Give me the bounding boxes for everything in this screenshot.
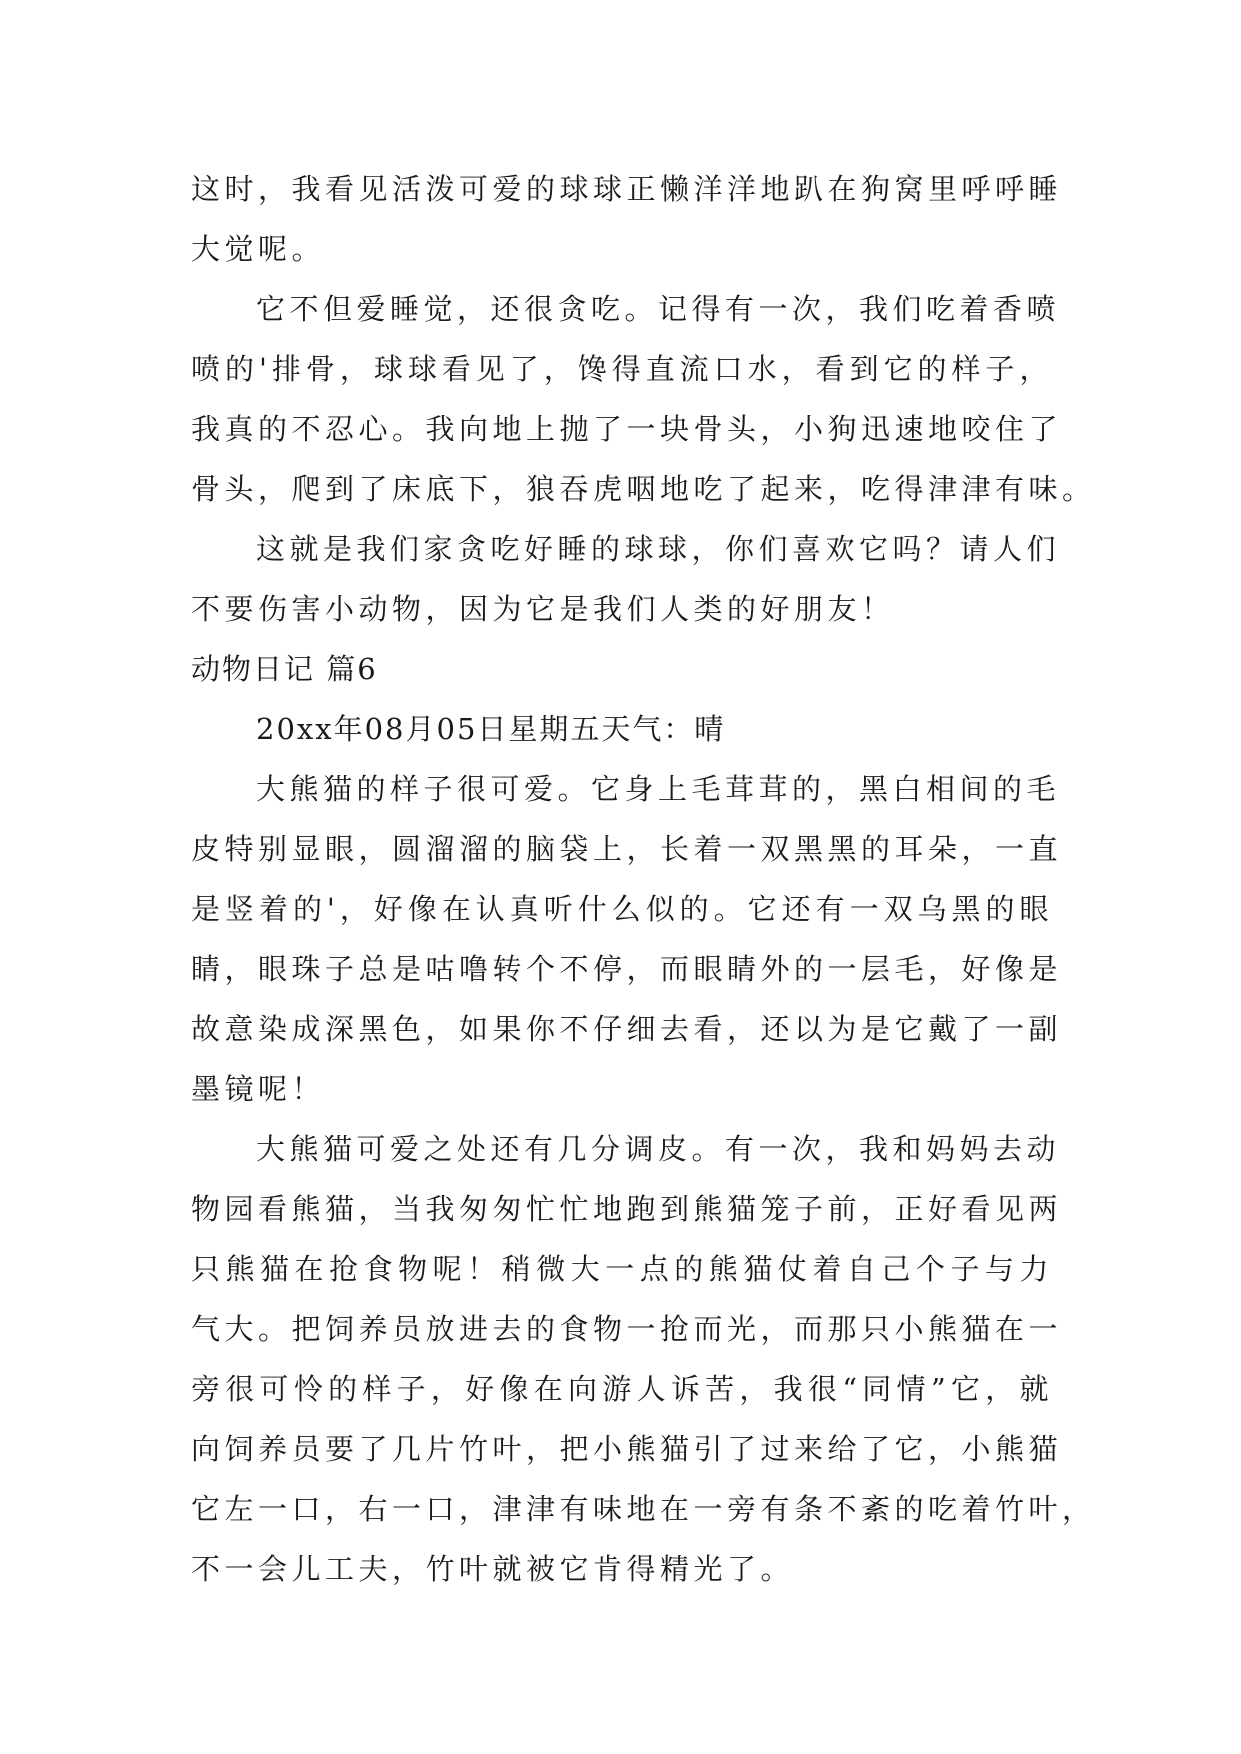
- paragraph: [191, 159, 1063, 279]
- paragraph: [191, 279, 1096, 519]
- text-line: 气大。把饲养员放进去的食物一抢而光，而那只小熊猫在一: [191, 1312, 1063, 1346]
- paragraph: [191, 1119, 1096, 1599]
- text-line: 皮特别显眼，圆溜溜的脑袋上，长着一双黑黑的耳朵，一直: [191, 832, 1063, 866]
- document-body: [191, 159, 1096, 1599]
- text-line: 它左一口，右一口，津津有味地在一旁有条不紊的吃着竹叶，: [191, 1492, 1096, 1526]
- diary-date-line: 20xx年08月05日星期五天气：晴: [256, 712, 726, 746]
- text-line: 物园看熊猫，当我匆匆忙忙地跑到熊猫笼子前，正好看见两: [191, 1192, 1063, 1226]
- paragraph: [191, 759, 1063, 1119]
- text-line: 大熊猫的样子很可爱。它身上毛茸茸的，黑白相间的毛: [256, 772, 1061, 806]
- text-line: 骨头，爬到了床底下，狼吞虎咽地吃了起来，吃得津津有味。: [191, 472, 1096, 506]
- text-line: 我真的不忍心。我向地上抛了一块骨头，小狗迅速地咬住了: [191, 412, 1063, 446]
- text-line: 这时，我看见活泼可爱的球球正懒洋洋地趴在狗窝里呼呼睡: [191, 172, 1063, 206]
- text-line: 不要伤害小动物，因为它是我们人类的好朋友！: [191, 592, 895, 626]
- text-line: 旁很可怜的样子，好像在向游人诉苦，我很“同情”它，就: [191, 1372, 1053, 1406]
- text-line: 睛，眼珠子总是咕噜转个不停，而眼睛外的一层毛，好像是: [191, 952, 1063, 986]
- text-line: 大觉呢。: [191, 232, 326, 266]
- text-line: 喷的'排骨，球球看见了，馋得直流口水，看到它的样子，: [191, 352, 1053, 386]
- text-line: 大熊猫可爱之处还有几分调皮。有一次，我和妈妈去动: [256, 1132, 1061, 1166]
- paragraph: [191, 519, 1061, 639]
- text-line: 故意染成深黑色，如果你不仔细去看，还以为是它戴了一副: [191, 1012, 1063, 1046]
- text-line: 只熊猫在抢食物呢！稍微大一点的熊猫仗着自己个子与力: [191, 1252, 1053, 1286]
- section-heading: 动物日记 篇6: [191, 652, 378, 686]
- text-line: 是竖着的'，好像在认真听什么似的。它还有一双乌黑的眼: [191, 892, 1053, 926]
- text-line: 不一会儿工夫，竹叶就被它肯得精光了。: [191, 1552, 795, 1586]
- text-line: 它不但爱睡觉，还很贪吃。记得有一次，我们吃着香喷: [256, 292, 1061, 326]
- text-line: 向饲养员要了几片竹叶，把小熊猫引了过来给了它，小熊猫: [191, 1432, 1063, 1466]
- text-line: 这就是我们家贪吃好睡的球球，你们喜欢它吗？请人们: [256, 532, 1061, 566]
- text-line: 墨镜呢！: [191, 1072, 326, 1106]
